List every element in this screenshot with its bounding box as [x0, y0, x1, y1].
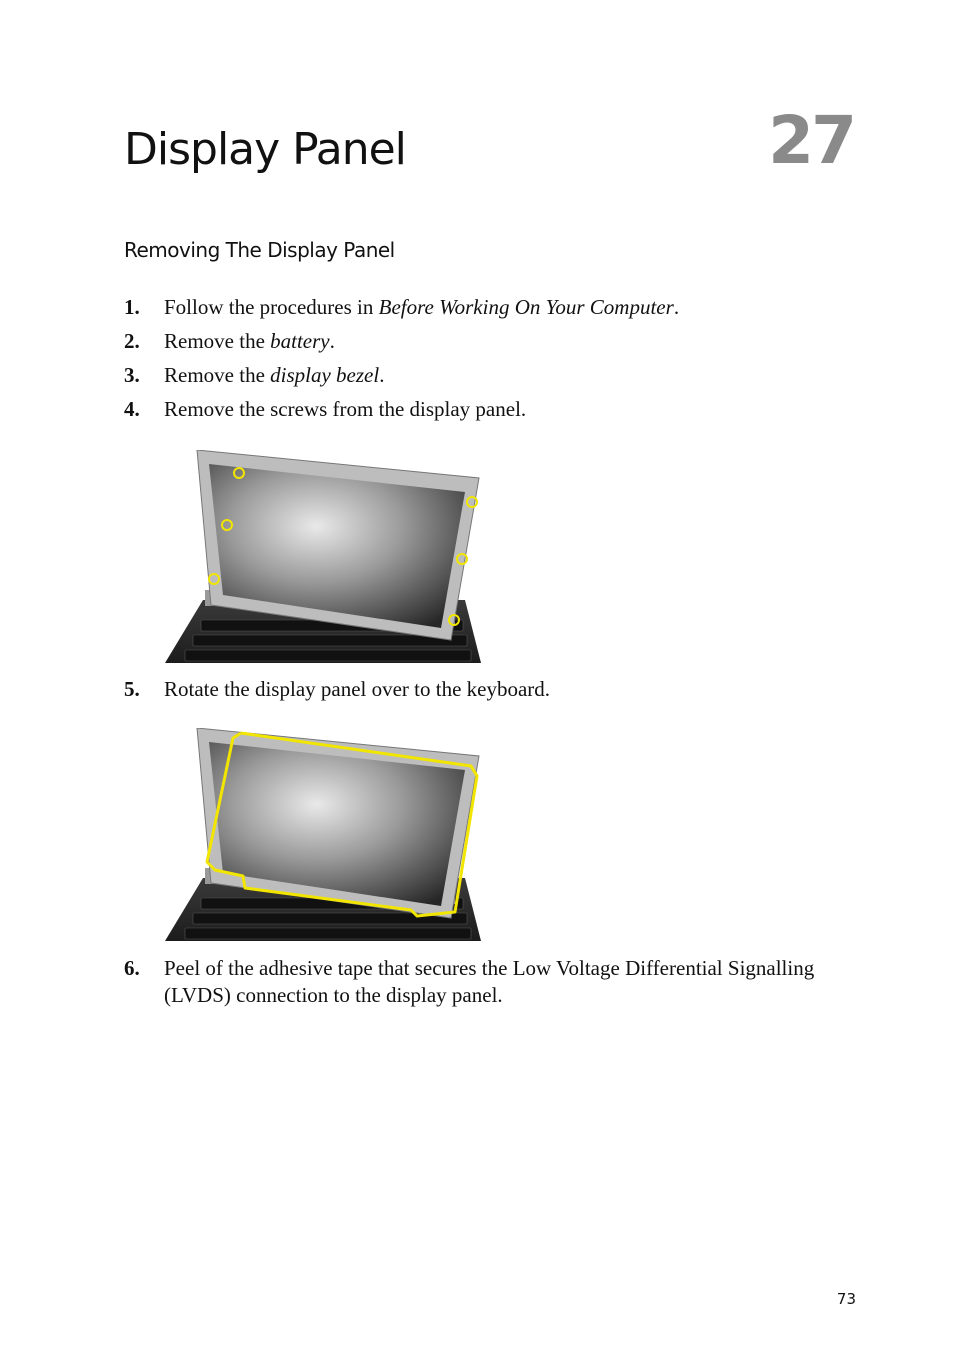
step-number: 4. — [124, 397, 140, 421]
step-6 — [124, 955, 824, 1009]
step-number: 6. — [124, 956, 140, 980]
step-3 — [124, 362, 824, 389]
figure-display-panel-screws — [165, 450, 481, 663]
step-number: 5. — [124, 677, 140, 701]
step-text: Peel of the adhesive tape that secures the Low Voltage Differential Signalling (LVDS) connection to the display panel. — [164, 956, 815, 1007]
step-number: 2. — [124, 329, 140, 353]
figure-rotate-display-panel — [165, 728, 481, 941]
step-1 — [124, 294, 824, 321]
step-5 — [124, 676, 824, 703]
link-display-bezel[interactable]: display bezel — [270, 363, 380, 387]
step-text: Rotate the display panel over to the keyboard. — [164, 677, 551, 701]
step-number: 1. — [124, 295, 140, 319]
link-before-working[interactable]: Before Working On Your Computer — [378, 295, 674, 319]
chapter-number: 27 — [768, 102, 854, 179]
step-number: 3. — [124, 363, 140, 387]
step-text: Follow the procedures in Before Working On Your Computer. — [164, 295, 680, 319]
step-text: Remove the screws from the display panel. — [164, 397, 527, 421]
step-4 — [124, 396, 824, 423]
step-text: Remove the battery. — [164, 329, 335, 353]
step-2 — [124, 328, 824, 355]
link-battery[interactable]: battery — [270, 329, 330, 353]
step-text: Remove the display bezel. — [164, 363, 385, 387]
section-title: Removing The Display Panel — [124, 238, 395, 262]
chapter-title: Display Panel — [124, 124, 406, 175]
page-number: 73 — [836, 1290, 856, 1308]
